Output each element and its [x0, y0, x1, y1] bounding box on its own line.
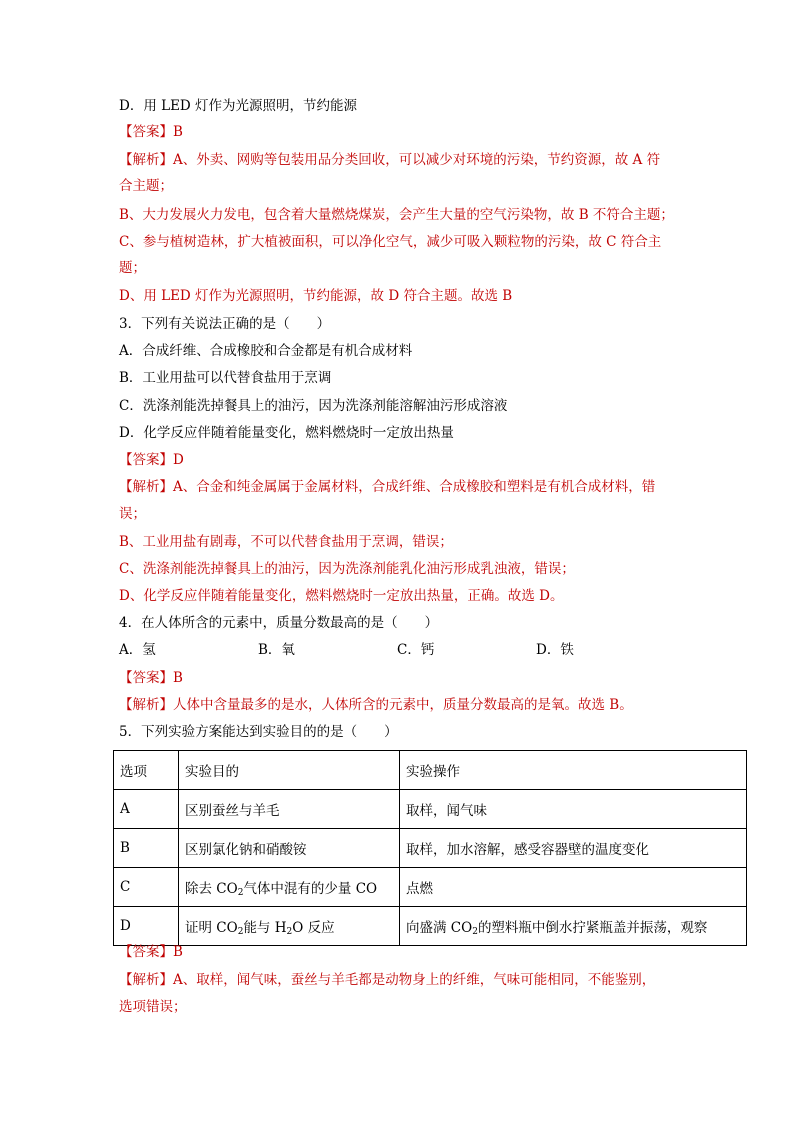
answer-value: B — [173, 944, 183, 960]
cell-option: D — [114, 907, 179, 946]
q2-analysis-c: C、参与植树造林，扩大植被面积，可以净化空气，减少可吸入颗粒物的污染，故 C 符合主 — [119, 234, 662, 250]
q3-analysis-a-cont: 误； — [119, 506, 146, 522]
q5-analysis-cont: 选项错误； — [119, 999, 187, 1015]
q4-option-a: A．氢 — [119, 642, 156, 658]
q3-option-c: C．洗涤剂能洗掉餐具上的油污，因为洗涤剂能溶解油污形成溶液 — [119, 398, 508, 414]
q2-analysis-b: B、大力发展火力发电，包含着大量燃烧煤炭，会产生大量的空气污染物，故 B 不符合主题； — [119, 207, 674, 223]
answer-tag: 【答案】 — [119, 670, 173, 686]
q4-option-c: C．钙 — [397, 642, 435, 658]
cell-operation: 取样，加水溶解，感受容器壁的温度变化 — [400, 829, 747, 868]
cell-option: A — [114, 790, 179, 829]
purpose-text: 气体中混有的少量 CO — [243, 880, 378, 897]
q3-option-a: A．合成纤维、合成橡胶和合金都是有机合成材料 — [119, 343, 413, 359]
q2-analysis-c-cont: 题； — [119, 260, 146, 276]
cell-operation — [400, 907, 747, 946]
q4-options — [119, 640, 574, 660]
q5-table — [113, 750, 747, 946]
subscript: 2 — [237, 887, 244, 898]
cell-purpose: 区别氯化钠和硝酸铵 — [179, 829, 400, 868]
analysis-text: A、合金和纯金属属于金属材料，合成纤维、合成橡胶和塑料是有机合成材料，错 — [173, 479, 656, 495]
q5-answer — [119, 942, 183, 962]
analysis-text: 人体中含量最多的是水，人体所含的元素中，质量分数最高的是氧。故选 B。 — [173, 697, 633, 713]
cell-operation: 取样，闻气味 — [400, 790, 747, 829]
subscript: 2 — [237, 926, 244, 937]
q2-analysis-d: D、用 LED 灯作为光源照明，节约能源，故 D 符合主题。故选 B — [119, 288, 513, 304]
purpose-text: O 反应 — [292, 919, 335, 936]
table-header-row — [114, 751, 747, 790]
q2-analysis-a-cont: 合主题； — [119, 178, 173, 194]
subscript: 2 — [286, 926, 293, 937]
q4-option-b: B．氧 — [258, 642, 295, 658]
q3-answer — [119, 450, 184, 470]
answer-tag: 【答案】 — [119, 452, 173, 468]
analysis-tag: 【解析】 — [119, 479, 173, 495]
cell-purpose: 区别蚕丝与羊毛 — [179, 790, 400, 829]
answer-value: D — [173, 452, 184, 468]
analysis-tag: 【解析】 — [119, 972, 173, 988]
answer-value: B — [173, 124, 183, 140]
answer-tag: 【答案】 — [119, 124, 173, 140]
q3-analysis-c: C、洗涤剂能洗掉餐具上的油污，因为洗涤剂能乳化油污形成乳浊液，错误； — [119, 561, 575, 577]
q4-analysis — [119, 695, 633, 715]
answer-value: B — [173, 670, 183, 686]
q2-option-d: D．用 LED 灯作为光源照明，节约能源 — [119, 98, 358, 114]
purpose-text: 除去 CO — [185, 880, 238, 897]
answer-tag: 【答案】 — [119, 944, 173, 960]
q3-analysis-a — [119, 477, 655, 497]
analysis-tag: 【解析】 — [119, 152, 173, 168]
cell-option: C — [114, 868, 179, 907]
header-operation: 实验操作 — [400, 751, 747, 790]
q3-analysis-d: D、化学反应伴随着能量变化，燃料燃烧时一定放出热量，正确。故选 D。 — [119, 588, 564, 604]
purpose-text: 证明 CO — [185, 919, 238, 936]
q4-option-d: D．铁 — [536, 642, 574, 658]
purpose-text: 能与 H — [243, 919, 287, 936]
analysis-text: A、外卖、网购等包装用品分类回收，可以减少对环境的污染，节约资源，故 A 符 — [173, 152, 661, 168]
cell-purpose — [179, 868, 400, 907]
q5-analysis — [119, 970, 655, 990]
header-option: 选项 — [114, 751, 179, 790]
q3-option-d: D．化学反应伴随着能量变化，燃料燃烧时一定放出热量 — [119, 425, 454, 441]
q5-stem: 5．下列实验方案能达到实验目的的是（ ） — [119, 724, 398, 740]
q3-analysis-b: B、工业用盐有剧毒，不可以代替食盐用于烹调，错误； — [119, 534, 453, 550]
table-row — [114, 790, 747, 829]
operation-text: 的塑料瓶中倒水拧紧瓶盖并振荡，观察 — [477, 919, 708, 936]
q3-option-b: B．工业用盐可以代替食盐用于烹调 — [119, 370, 332, 386]
cell-option: B — [114, 829, 179, 868]
subscript: 2 — [472, 926, 478, 937]
cell-operation: 点燃 — [400, 868, 747, 907]
table-row — [114, 868, 747, 907]
analysis-tag: 【解析】 — [119, 697, 173, 713]
header-purpose: 实验目的 — [179, 751, 400, 790]
cell-purpose — [179, 907, 400, 946]
q4-stem: 4．在人体所含的元素中，质量分数最高的是（ ） — [119, 615, 439, 631]
operation-text: 向盛满 CO — [406, 919, 473, 936]
q4-answer — [119, 668, 183, 688]
q2-answer — [119, 122, 183, 142]
q3-stem: 3．下列有关说法正确的是（ ） — [119, 316, 331, 332]
table-row — [114, 907, 747, 946]
analysis-text: A、取样，闻气味，蚕丝与羊毛都是动物身上的纤维，气味可能相同，不能鉴别， — [173, 972, 656, 988]
table-row — [114, 829, 747, 868]
q2-analysis-a — [119, 150, 660, 170]
